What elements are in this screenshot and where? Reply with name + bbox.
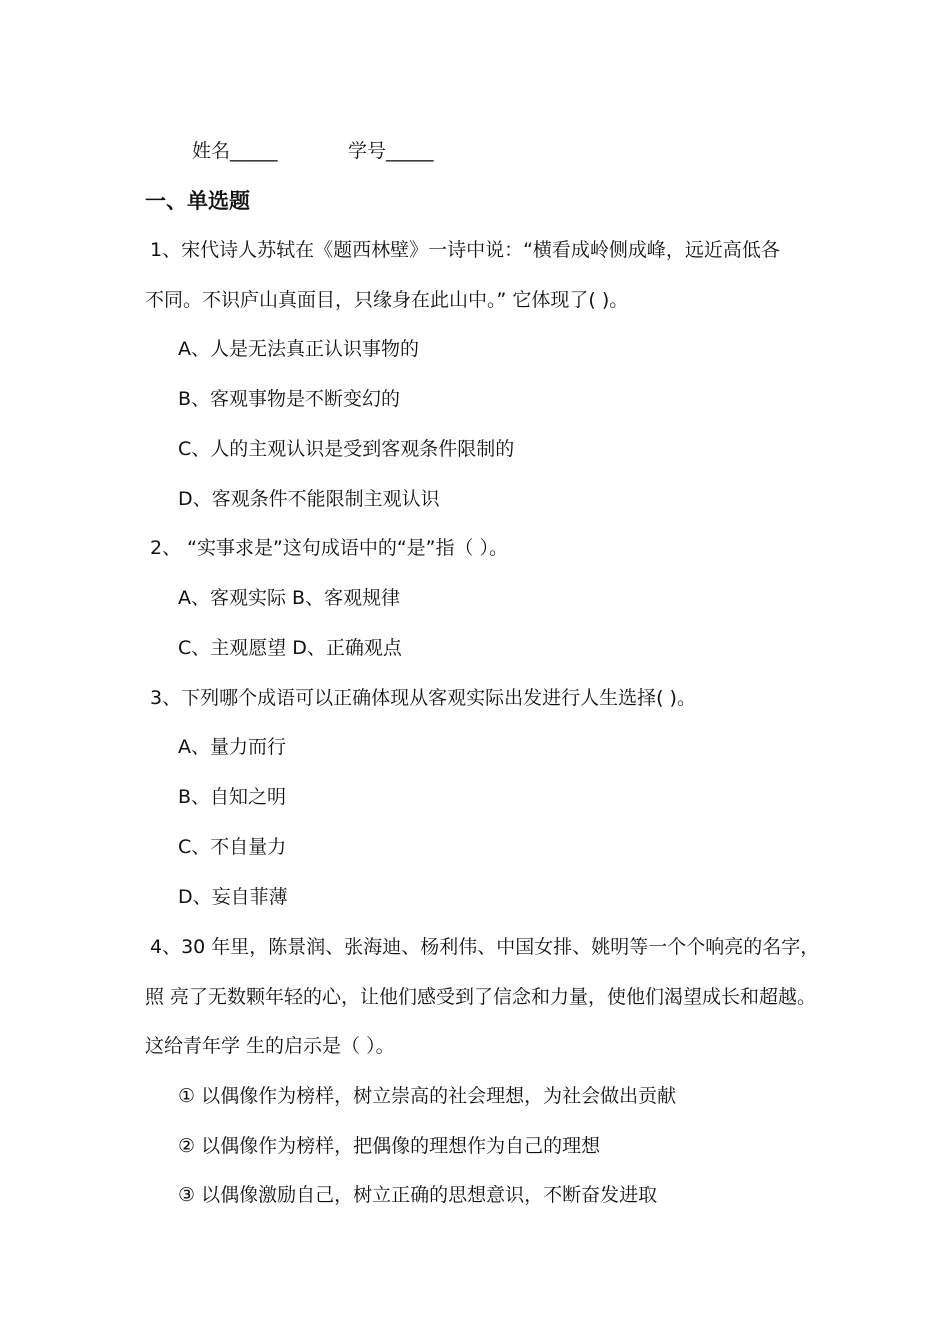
question-3-option-d: D、妄自菲薄 [178,886,288,908]
section-title: 一、单选题 [145,189,250,213]
question-1-text-line-2: 不同。不识庐山真面目，只缘身在此山中。” 它体现了( )。 [145,289,629,311]
question-4-text-line-2: 照 亮了无数颗年轻的心，让他们感受到了信念和力量，使他们渴望成长和超越。 [145,986,817,1008]
question-1-text-line-1: 1、宋代诗人苏轼在《题西林壁》一诗中说：“横看成岭侧成峰，远近高低各 [150,239,780,261]
question-3-text: 3、下列哪个成语可以正确体现从客观实际出发进行人生选择( )。 [150,687,696,709]
question-3-option-c: C、不自量力 [178,836,287,858]
question-4-statement-3: ③ 以偶像激励自己，树立正确的思想意识，不断奋发进取 [178,1184,658,1206]
question-1-option-a: A、人是无法真正认识事物的 [178,338,419,360]
name-field-label: 姓名_____ [192,140,278,162]
question-1-option-b: B、客观事物是不断变幻的 [178,388,401,410]
question-1-option-d: D、客观条件不能限制主观认识 [178,488,440,510]
question-4-statement-1: ① 以偶像作为榜样，树立崇高的社会理想，为社会做出贡献 [178,1085,677,1107]
question-1-option-c: C、人的主观认识是受到客观条件限制的 [178,438,515,460]
student-id-field-label: 学号_____ [348,140,434,162]
question-4-text-line-3: 这给青年学 生的启示是（ ）。 [145,1035,395,1057]
question-4-statement-2: ② 以偶像作为榜样，把偶像的理想作为自己的理想 [178,1135,601,1157]
question-2-text: 2、 “实事求是”这句成语中的“是”指（ ）。 [150,537,509,559]
question-4-text-line-1: 4、30 年里，陈景润、张海迪、杨利伟、中国女排、姚明等一个个响亮的名字， [150,936,820,958]
question-3-option-b: B、自知之明 [178,786,287,808]
question-2-options-row-1: A、客观实际 B、客观规律 [178,587,401,609]
question-3-option-a: A、量力而行 [178,736,286,758]
question-2-options-row-2: C、主观愿望 D、正确观点 [178,637,402,659]
